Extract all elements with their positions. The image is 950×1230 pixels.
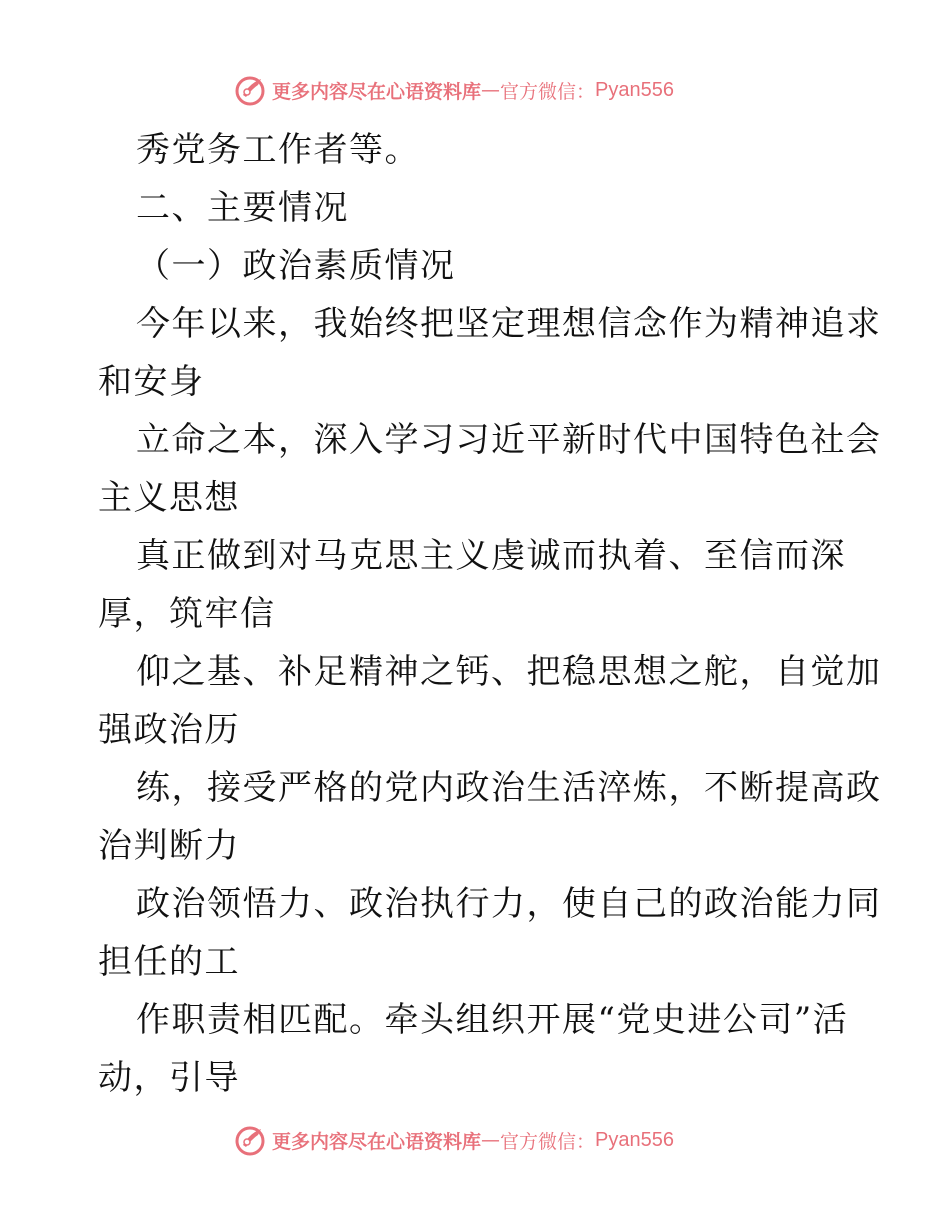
watermark-site-text: 更多内容尽在心语资料库 — [272, 80, 482, 103]
text-line: 担任的工 — [98, 942, 240, 982]
header-watermark — [234, 72, 674, 108]
footer-watermark — [234, 1122, 674, 1158]
document-body — [98, 121, 882, 1107]
text-line: 厚，筑牢信 — [98, 594, 276, 634]
brand-logo-icon — [234, 73, 268, 107]
text-line: 强政治历 — [98, 710, 240, 750]
text-line: 治判断力 — [98, 826, 240, 866]
text-line: 今年以来，我始终把坚定理想信念作为精神追求 — [136, 304, 882, 344]
watermark-dash: — — [481, 79, 501, 101]
watermark-official-label: 官方微信： — [500, 80, 596, 103]
text-line: 动，引导 — [98, 1058, 240, 1098]
text-line: 秀党务工作者等。 — [136, 130, 420, 170]
watermark-dash: — — [481, 1129, 501, 1151]
watermark-wechat-id: Pyan556 — [595, 1128, 674, 1151]
text-line: 政治领悟力、政治执行力，使自己的政治能力同 — [136, 884, 882, 924]
text-line: 和安身 — [98, 362, 205, 402]
text-line: 仰之基、补足精神之钙、把稳思想之舵，自觉加 — [136, 652, 882, 692]
text-line: （一）政治素质情况 — [136, 246, 456, 286]
text-line: 真正做到对马克思主义虔诚而执着、至信而深 — [136, 536, 846, 576]
watermark-site-text: 更多内容尽在心语资料库 — [272, 1130, 482, 1153]
watermark-official-label: 官方微信： — [500, 1130, 596, 1153]
text-line: 作职责相匹配。牵头组织开展“党史进公司”活 — [136, 1000, 849, 1040]
watermark-wechat-id: Pyan556 — [595, 78, 674, 101]
brand-logo-icon — [234, 1123, 268, 1157]
text-line: 二、主要情况 — [136, 188, 349, 228]
text-line: 立命之本，深入学习习近平新时代中国特色社会 — [136, 420, 882, 460]
text-line: 主义思想 — [98, 478, 240, 518]
text-line: 练，接受严格的党内政治生活淬炼，不断提高政 — [136, 768, 882, 808]
